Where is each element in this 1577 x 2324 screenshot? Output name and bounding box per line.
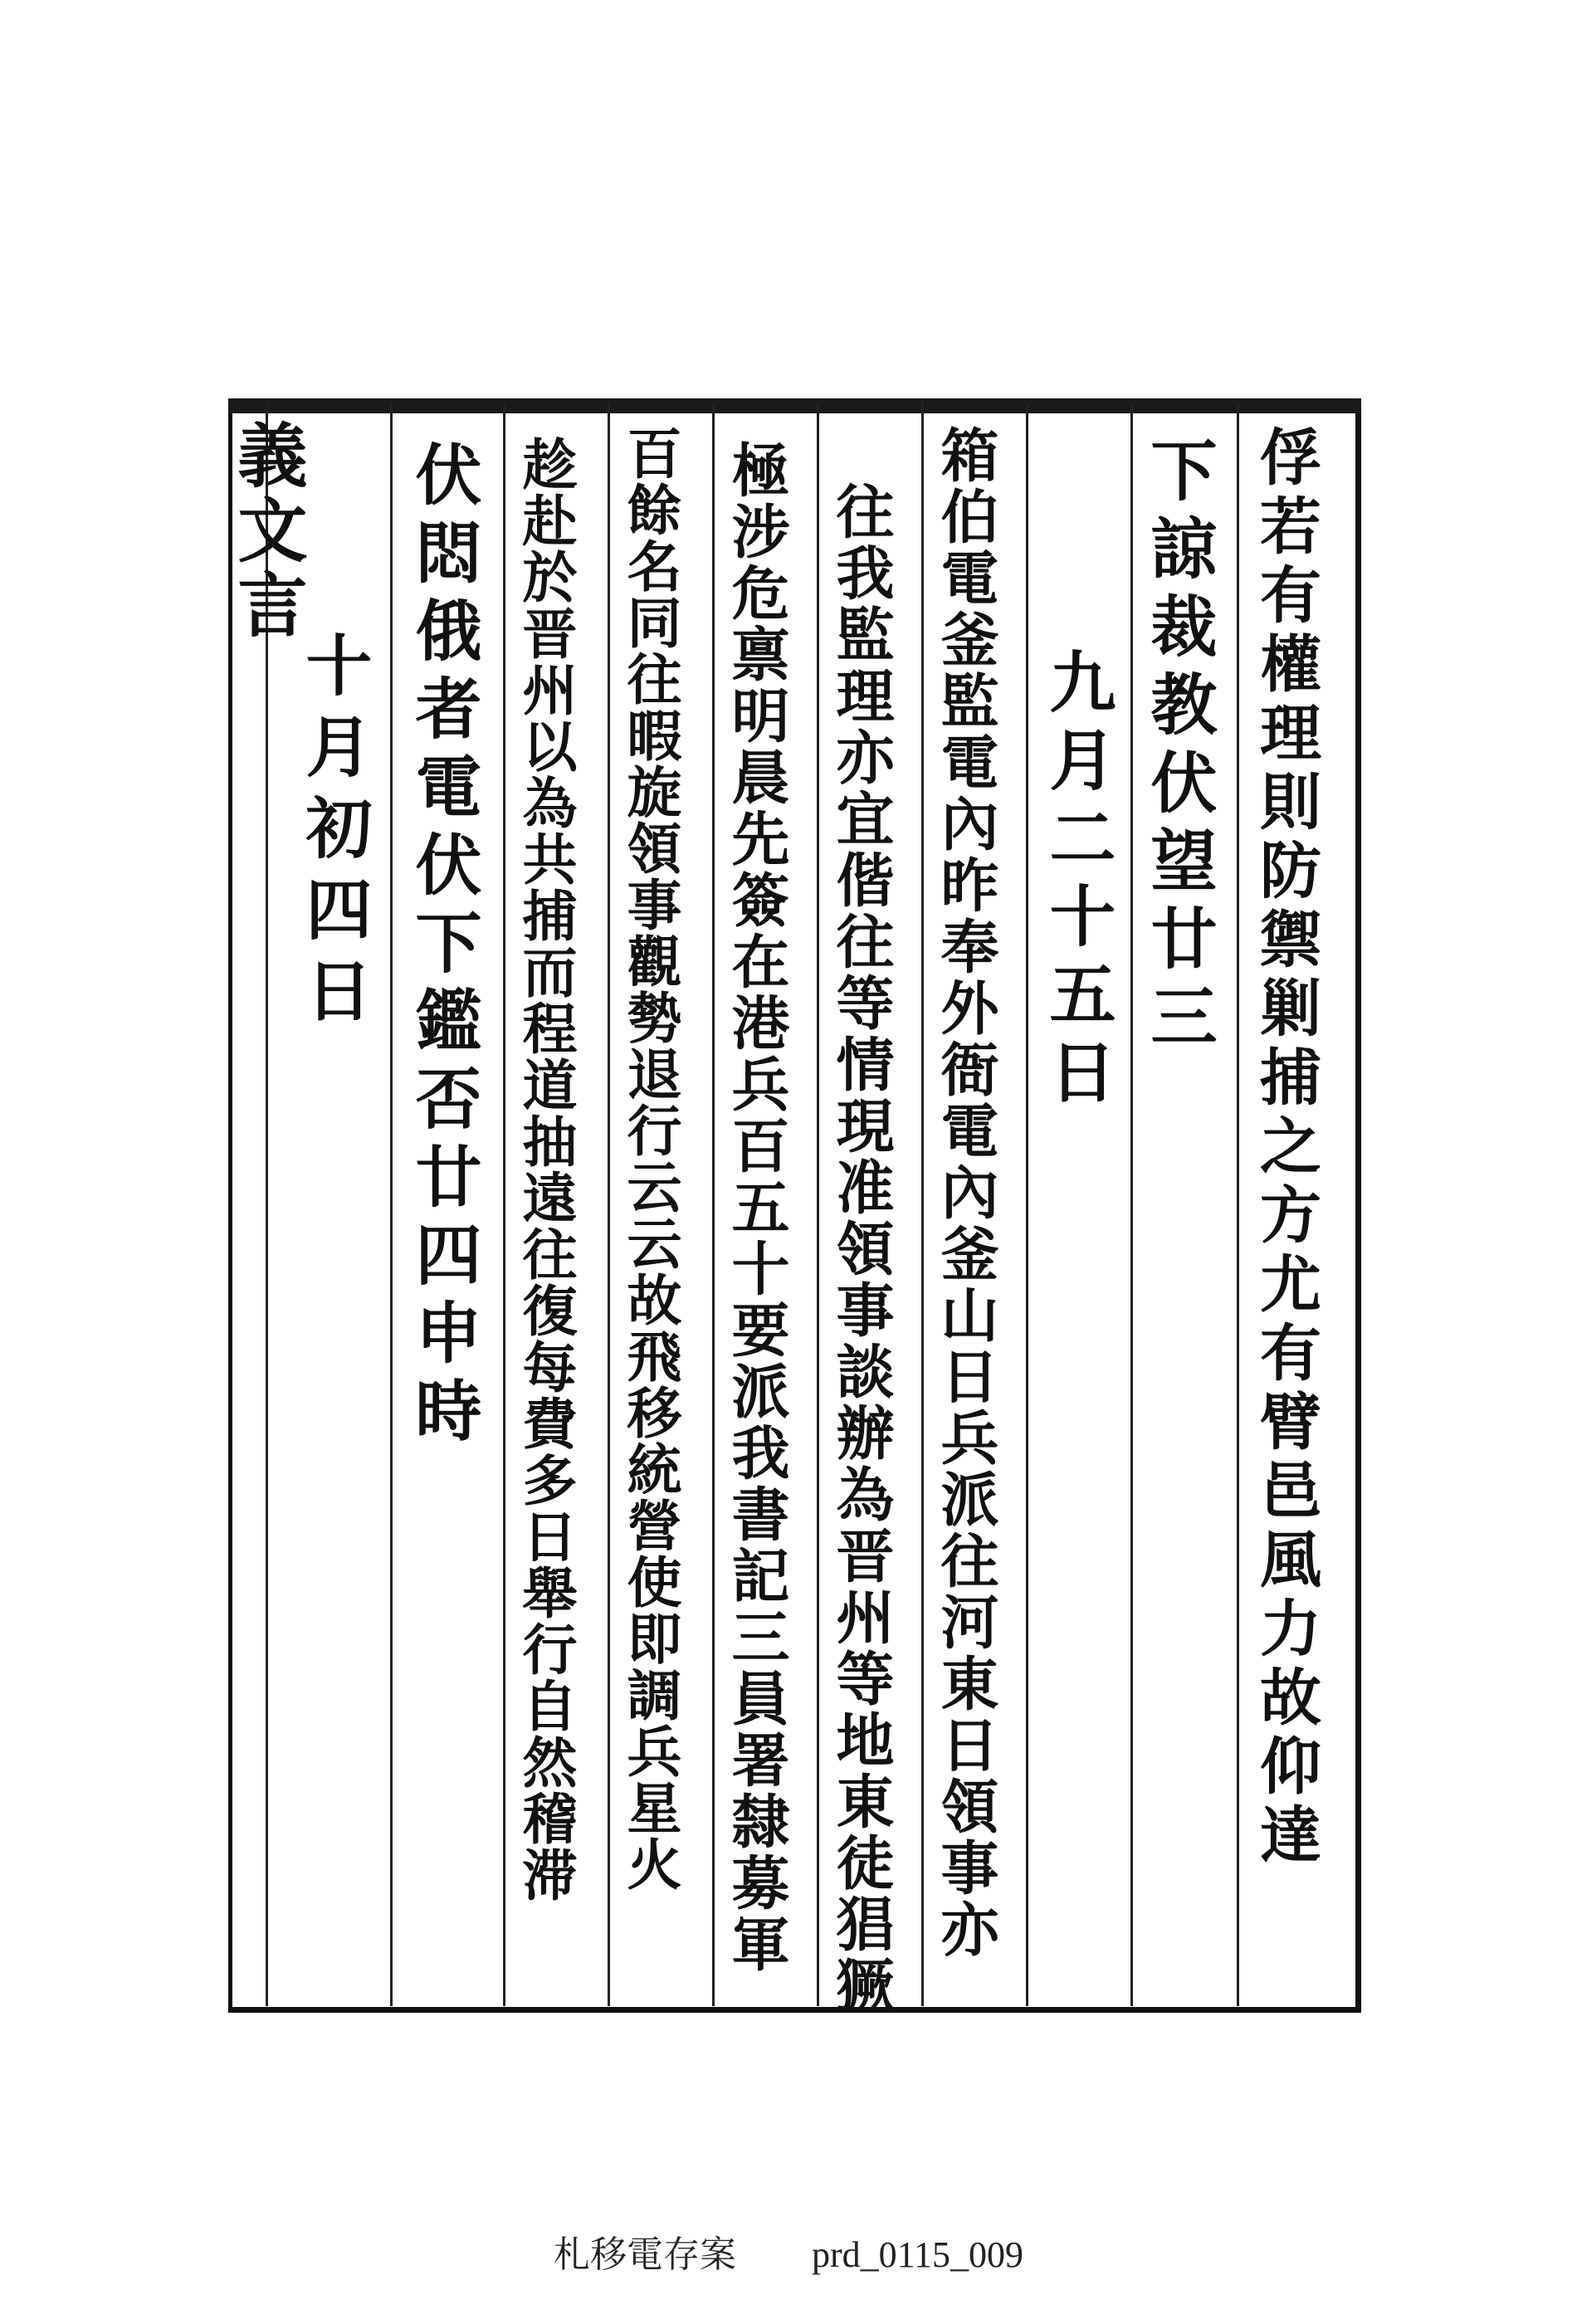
page-footer: [0, 2224, 1577, 2278]
text-column-4: 箱伯電釜監電內昨奉外衙電內釜山日兵派往河東日領事亦: [931, 425, 1000, 1960]
column-rule: [608, 404, 610, 2006]
column-rule: [921, 404, 924, 2006]
text-column-6: 極涉危禀明晨先簽在港兵百五十要派我書記三員署隸募軍: [722, 440, 791, 1975]
text-column-10: 十月初四日: [295, 631, 373, 1038]
text-column-8: 趁赴於晋州以為共捕而程道抽遠往復每費多日舉行自然稽滞: [513, 436, 578, 1903]
text-column-7: 百餘名同往暇旋領事觀勢退行云云故飛移統營使即調兵星火: [618, 425, 682, 1892]
text-column-9: 伏悶俄者電伏下鑑否廿四申時: [404, 440, 482, 1454]
column-rule: [390, 404, 393, 2006]
margin-title: 義文言: [227, 419, 309, 643]
column-rule: [1026, 404, 1028, 2006]
column-rule: [712, 404, 715, 2006]
column-rule: [817, 404, 819, 2006]
column-rule: [503, 404, 505, 2006]
frame-top-rule: [228, 398, 1361, 413]
column-rule: [266, 404, 268, 2006]
footer-collection-title: 札移電存案: [553, 2234, 736, 2275]
text-column-2: 下諒裁教伏望廿三: [1140, 436, 1218, 1060]
text-column-1: 俘若有權理則防禦剿捕之方尤有臂邑風力故仰達: [1250, 425, 1321, 1872]
column-rule: [1130, 404, 1133, 2006]
footer-page-id: prd_0115_009: [811, 2234, 1024, 2275]
text-column-5: 往我監理亦宜偕往等情現准領事談辦為晋州等地東徒猖獗: [827, 481, 896, 2017]
text-column-3: 九月二十五日: [1038, 647, 1116, 1116]
column-rule: [1237, 404, 1239, 2006]
